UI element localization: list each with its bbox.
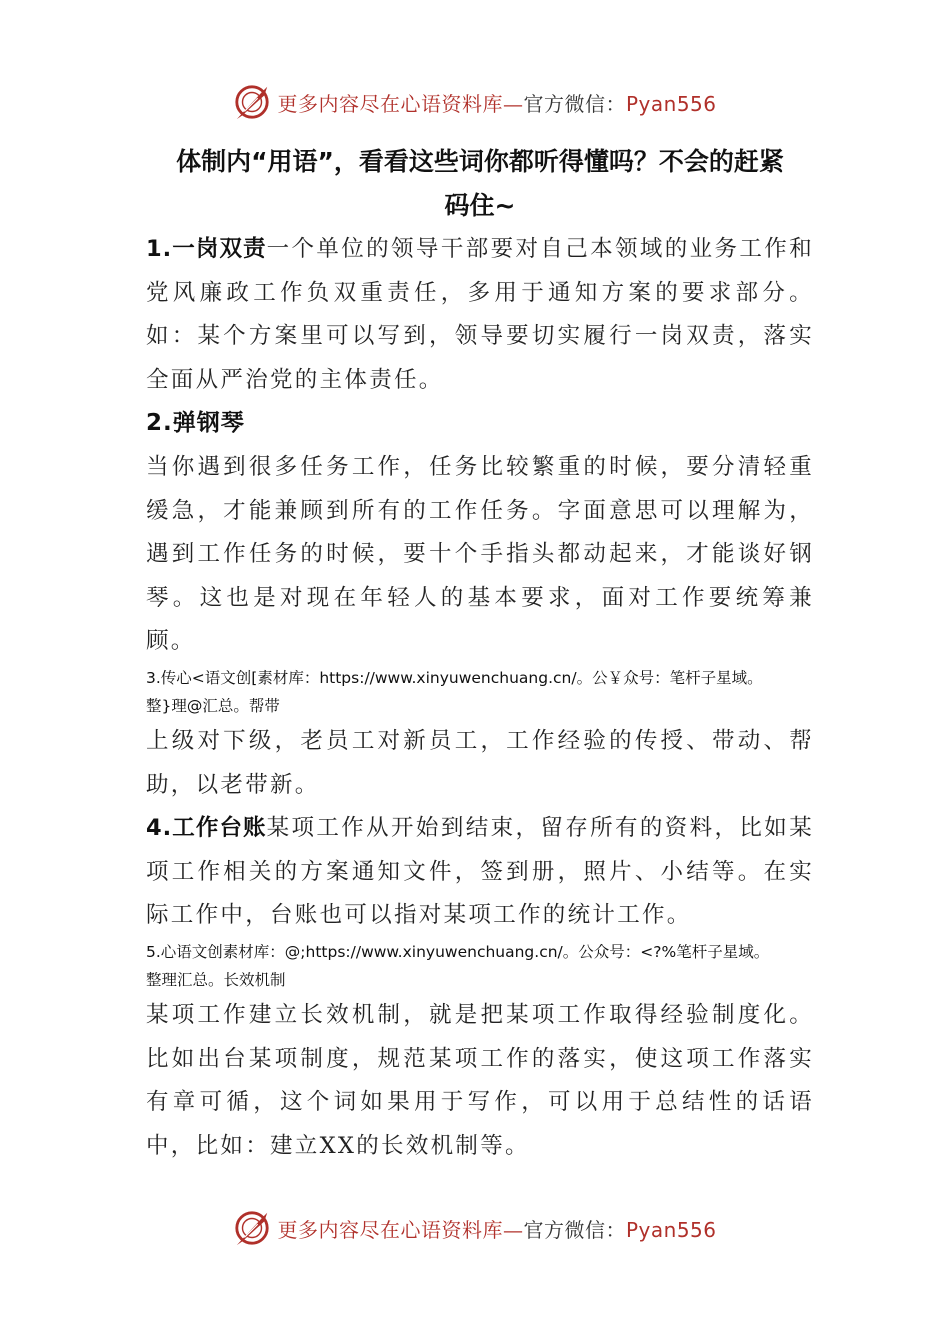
footer-banner-text <box>277 1214 716 1243</box>
section-3-body: 上级对下级，老员工对新员工，工作经验的传授、带动、帮助，以老带新。 <box>146 727 814 798</box>
section-4 <box>146 807 814 938</box>
footer-banner-main-text: 更多内容尽在心语资料库— <box>277 1217 524 1242</box>
section-2-heading: 2.弹钢琴 <box>146 410 245 437</box>
section-1 <box>146 228 814 402</box>
section-4-body: 某项工作从开始到结束，留存所有的资料，比如某项工作相关的方案通知文件，签到册，照片、小结等。在实际工作中，台账也可以指对某项工作的统计工作。 <box>146 815 814 929</box>
footer-banner-wechat-label: 官方微信： <box>523 1217 626 1242</box>
document-body <box>146 140 814 1168</box>
footer-banner <box>0 1208 950 1248</box>
section-5-heading-line-2: 整理汇总。长效机制 <box>146 970 286 989</box>
footer-quill-seal-logo-icon <box>233 1209 271 1247</box>
section-1-heading: 1.一岗双责 <box>146 236 267 262</box>
document-title-line-1: 体制内“用语”，看看这些词你都听得懂吗？不会的赶紧 <box>176 147 784 176</box>
header-banner <box>0 82 950 122</box>
footer-banner-inner <box>233 1209 716 1247</box>
section-5-body: 某项工作建立长效机制，就是把某项工作取得经验制度化。比如出台某项制度，规范某项工作的落实，使这项工作落实有章可循，这个词如果用于写作，可以用于总结性的话语中，比如：建立XX的长效机制等。 <box>146 1001 814 1159</box>
banner-main-text: 更多内容尽在心语资料库— <box>277 91 524 116</box>
quill-seal-logo-icon <box>233 83 271 121</box>
banner-wechat-label: 官方微信： <box>523 91 626 116</box>
banner-wechat-id: Pyan556 <box>625 91 717 116</box>
section-1-body: 一个单位的领导干部要对自己本领域的业务工作和党风廉政工作负双重责任，多用于通知方案的要求部分。如：某个方案里可以写到，领导要切实履行一岗双责，落实全面从严治党的主体责任。 <box>146 236 814 393</box>
section-3-heading-line-1: 3.传心<语文创[素材库：https://www.xinyuwenchuang.cn/。公￥众号：笔杆子星域。 <box>146 668 763 687</box>
section-4-heading: 4.工作台账 <box>146 815 267 842</box>
section-5-heading-line-1: 5.心语文创素材库：@;https://www.xinyuwenchuang.cn/。公众号：<?%笔杆子星域。 <box>146 942 770 961</box>
banner-inner <box>233 83 716 121</box>
footer-banner-wechat-id: Pyan556 <box>625 1217 717 1242</box>
section-2-body: 当你遇到很多任务工作，任务比较繁重的时候，要分清轻重缓急，才能兼顾到所有的工作任务。字面意思可以理解为，遇到工作任务的时候，要十个手指头都动起来，才能谈好钢琴。这也是对现在年轻人的基本要求，面对工作要统筹兼顾。 <box>146 453 814 655</box>
banner-text <box>277 88 716 117</box>
document-title-line-2: 码住~ <box>444 191 516 220</box>
section-3-heading-line-2: 整}理@汇总。帮带 <box>146 696 280 715</box>
